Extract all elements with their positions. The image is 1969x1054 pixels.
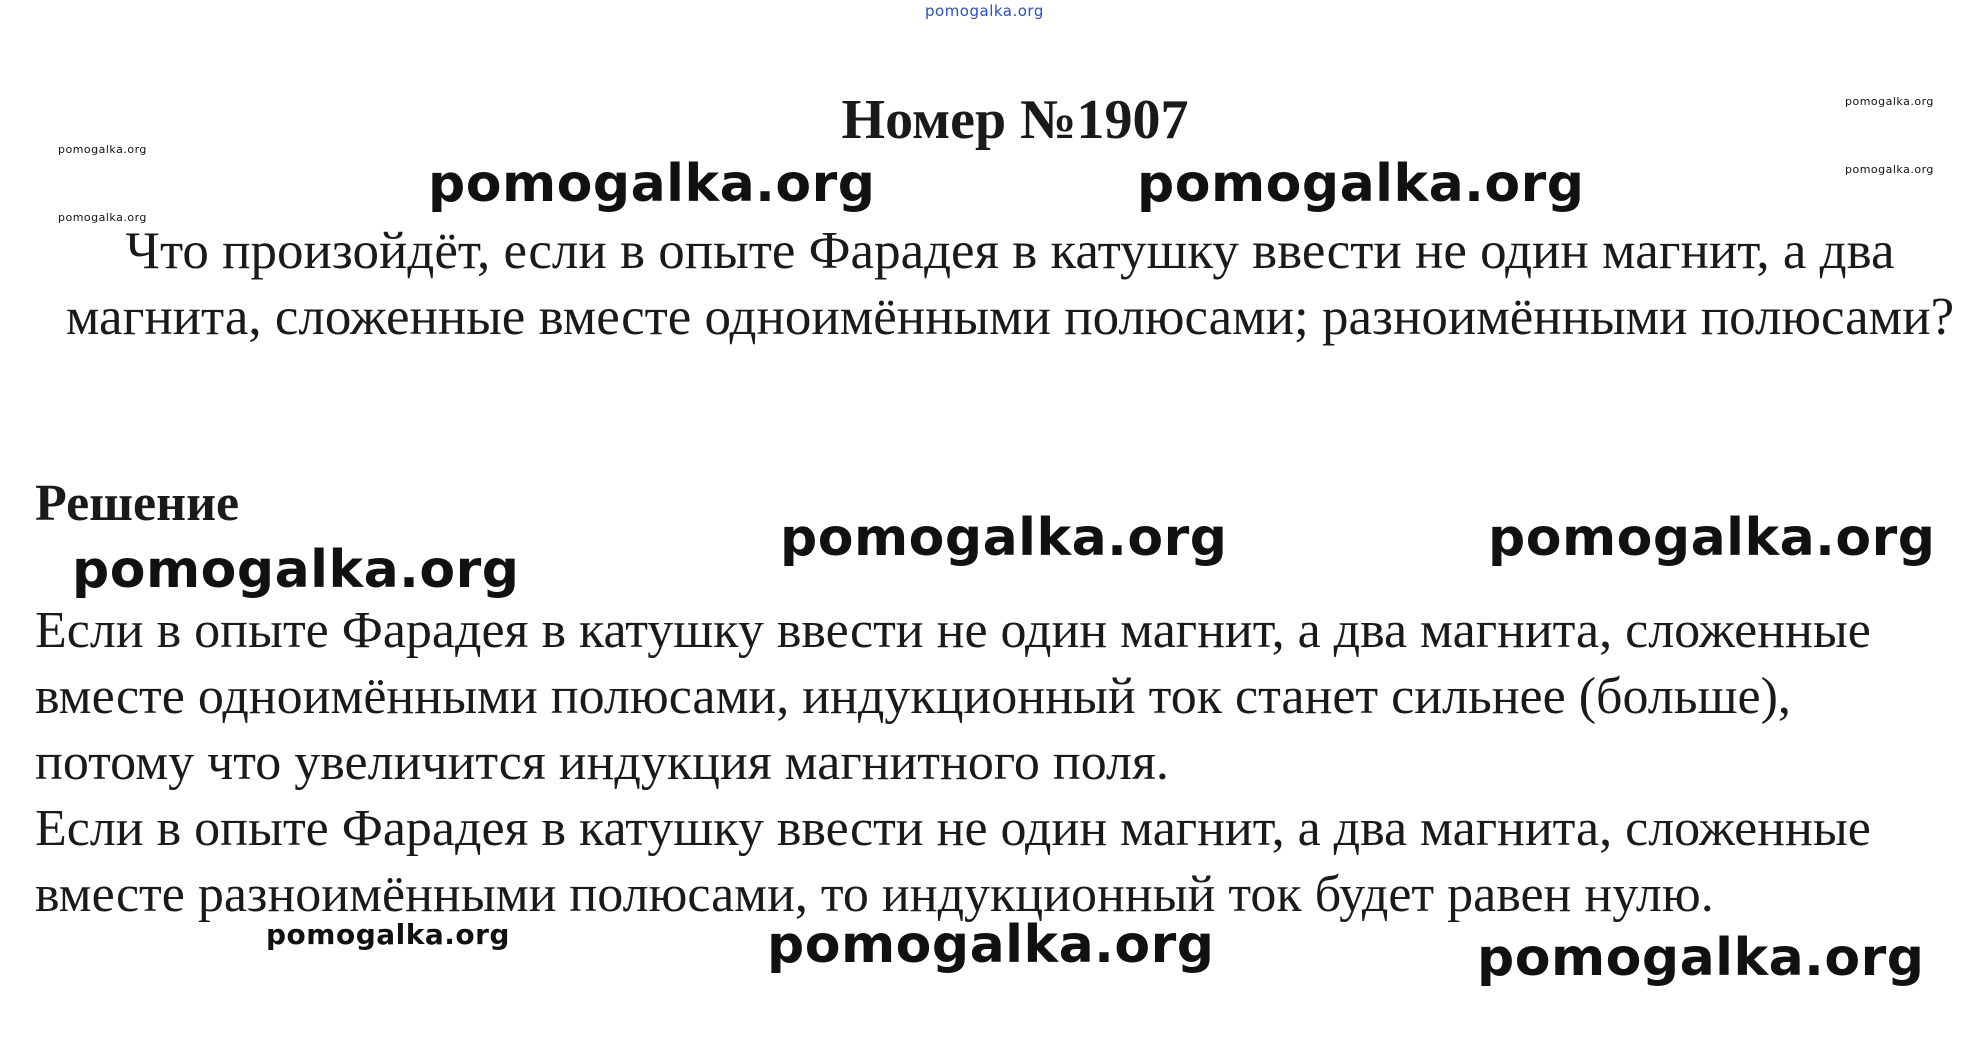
solution-paragraph: Если в опыте Фарадея в катушку ввести не один магнит, а два магнита, сложенные вместе одноимёнными полюсами, индукционный ток станет сильнее (больше), потому что увеличится индукция магнитного поля. (35, 602, 1871, 791)
problem-title: Номер №1907 (841, 89, 1189, 151)
watermark-large: pomogalka.org (1137, 154, 1585, 214)
watermark-large: pomogalka.org (1488, 508, 1936, 568)
watermark-medium: pomogalka.org (266, 918, 510, 951)
watermark-small: pomogalka.org (58, 143, 147, 156)
watermark-small: pomogalka.org (1845, 95, 1934, 108)
watermark-large: pomogalka.org (72, 540, 520, 600)
watermark-large: pomogalka.org (780, 508, 1228, 568)
solution-heading: Решение (35, 475, 240, 532)
watermark-small: pomogalka.org (58, 211, 147, 224)
problem-question: Что произойдёт, если в опыте Фарадея в катушку ввести не один магнит, а два магнита, сложенные вместе одноимёнными полюсами; разноимёнными полюсами? (65, 222, 1955, 346)
watermark-small: pomogalka.org (1845, 163, 1934, 176)
watermark-top: pomogalka.org (925, 2, 1044, 20)
watermark-large: pomogalka.org (428, 154, 876, 214)
solution-paragraph: Если в опыте Фарадея в катушку ввести не один магнит, а два магнита, сложенные вместе разноимёнными полюсами, то индукционный ток будет равен нулю. (35, 800, 1871, 923)
solution-body (35, 598, 1955, 928)
watermark-large: pomogalka.org (1477, 928, 1925, 988)
watermark-large: pomogalka.org (767, 915, 1215, 975)
